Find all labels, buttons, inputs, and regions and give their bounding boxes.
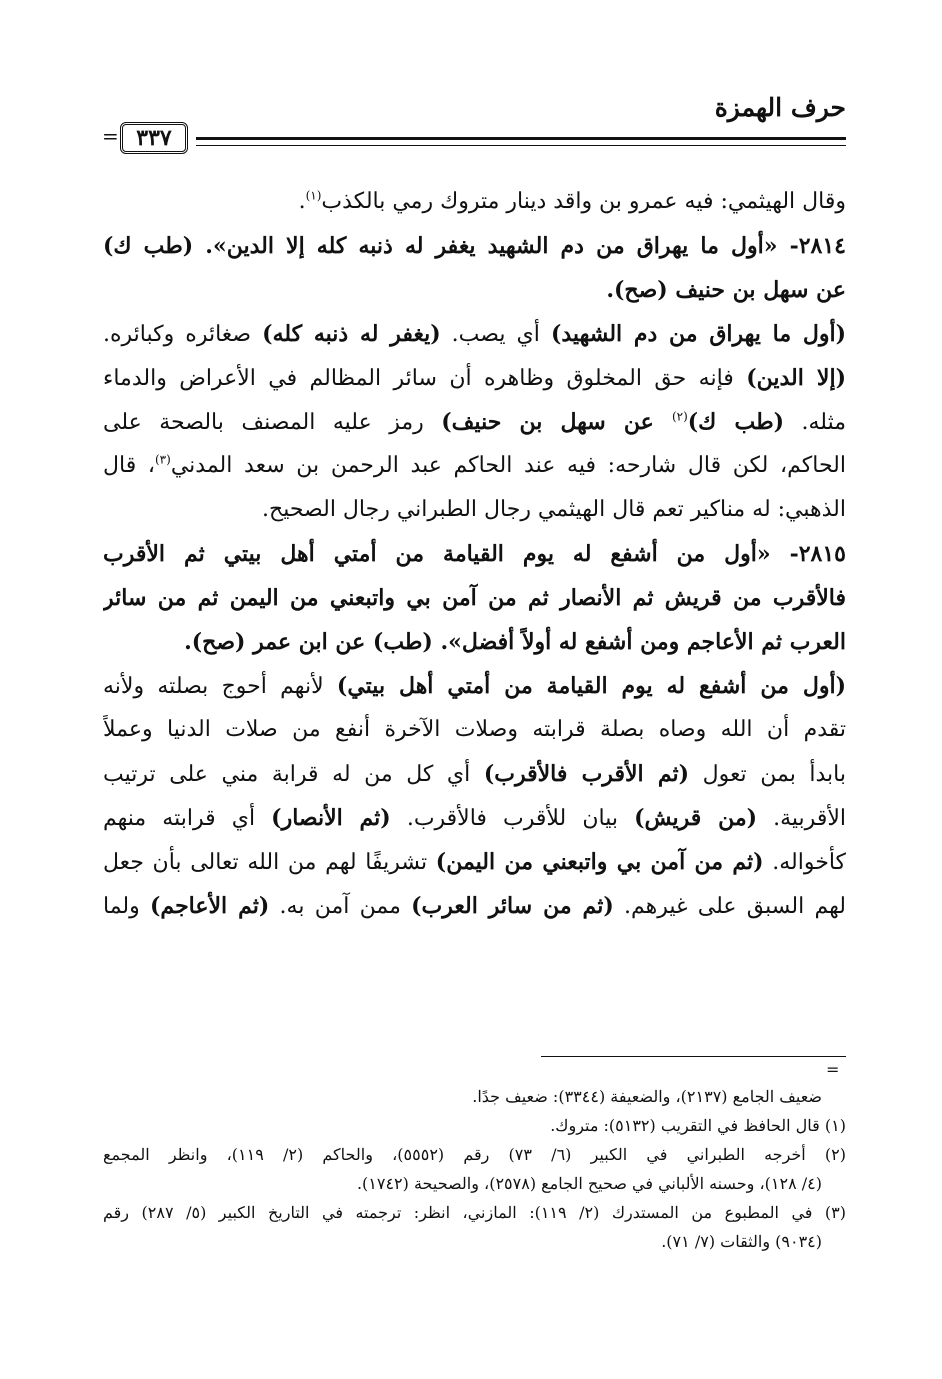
header-rule-thick — [196, 137, 846, 140]
hadith-2815-line: ٢٨١٥- «أول من أشفع له يوم القيامة من أمتي أهل بيتي ثم الأقرب — [103, 541, 846, 567]
running-header-title: حرف الهمزة — [714, 93, 846, 122]
text-line: بابدأ بمن تعول (ثم الأقرب فالأقرب) أي كل من له قرابة مني على ترتيب — [103, 761, 846, 787]
text-line: (أول من أشفع له يوم القيامة من أمتي أهل بيتي) لأنهم أحوج بصلته ولأنه — [103, 673, 846, 699]
footnote-2: (٢) أخرجه الطبراني في الكبير (٦/ ٧٣) رقم (٥٥٥٢)، والحاكم (٢/ ١١٩)، وانظر المجمع — [103, 1145, 846, 1164]
hadith-2815-line: فالأقرب من قريش ثم الأنصار ثم من آمن بي واتبعني من اليمن ثم من سائر — [103, 585, 846, 611]
footnote-1: (١) قال الحافظ في التقريب (٥١٣٢): متروك. — [550, 1116, 846, 1135]
hadith-2814-line: عن سهل بن حنيف (صح). — [606, 277, 846, 303]
header-continuation-mark: = — [102, 124, 119, 148]
text-line: الحاكم، لكن قال شارحه: فيه عند الحاكم عبد الرحمن بن سعد المدني$^{(٣)}$، قال — [103, 452, 846, 478]
text-line: (أول ما يهراق من دم الشهيد) أي يصب. (يغفر له ذنبه كله) صغائره وكبائره. — [103, 321, 846, 347]
footnote-ref: (١) — [305, 188, 322, 203]
footnote-2-cont: (٤/ ١٢٨)، وحسنه الألباني في صحيح الجامع (٢٥٧٨)، والصحيحة (١٧٤٢). — [356, 1174, 822, 1193]
text-line: (إلا الدين) فإنه حق المخلوق وظاهره أن سائر المظالم في الأعراض والدماء — [103, 365, 846, 391]
footnote-ref: (٣) — [154, 452, 171, 467]
text-line: وقال الهيثمي: فيه عمرو بن واقد دينار متروك رمي بالكذب$^{(١)}$. — [298, 188, 846, 214]
main-text — [103, 180, 846, 928]
hadith-2815-line: العرب ثم الأعاجم ومن أشفع له أولاً أفضل». (طب) عن ابن عمر (صح). — [184, 629, 846, 655]
page-number: ٣٣٧ — [120, 122, 188, 154]
footnote-ref: (٢) — [671, 409, 688, 424]
footnote-3: (٣) في المطبوع من المستدرك (٢/ ١١٩): المازني، انظر: ترجمته في التاريخ الكبير (٥/ ٢٨٧) رقم — [103, 1203, 846, 1222]
footnote-continuation-mark: = — [826, 1060, 840, 1079]
text-line: الذهبي: له مناكير تعم قال الهيثمي رجال الطبراني رجال الصحيح. — [262, 497, 846, 522]
text-line: لهم السبق على غيرهم. (ثم من سائر العرب) ممن آمن به. (ثم الأعاجم) ولما — [103, 893, 846, 919]
text-line: الأقربية. (من قريش) بيان للأقرب فالأقرب. (ثم الأنصار) أي قرابته منهم — [103, 805, 846, 831]
hadith-2814-line: ٢٨١٤- «أول ما يهراق من دم الشهيد يغفر له ذنبه كله إلا الدين». (طب ك) — [103, 233, 846, 259]
footnote-3-cont: (٩٠٣٤) والثقات (٧/ ٧١). — [661, 1232, 822, 1251]
text-line: تقدم أن الله وصاه بصلة قرابته وصلات الآخرة أنفع من صلات الدنيا وعملاً — [103, 717, 846, 742]
text-line: مثله. (طب ك)$^{(٢)}$ عن سهل بن حنيف) رمز عليه المصنف بالصحة على — [103, 409, 846, 435]
text-line: كأخواله. (ثم من آمن بي واتبعني من اليمن) تشريفًا لهم من الله تعالى بأن جعل — [103, 849, 846, 875]
footnote-separator — [541, 1056, 846, 1057]
header-rule-thin — [196, 145, 846, 146]
footnotes — [103, 1082, 846, 1256]
footnote-line: ضعيف الجامع (٢١٣٧)، والضعيفة (٣٣٤٤): ضعيف جدًا. — [472, 1087, 822, 1106]
